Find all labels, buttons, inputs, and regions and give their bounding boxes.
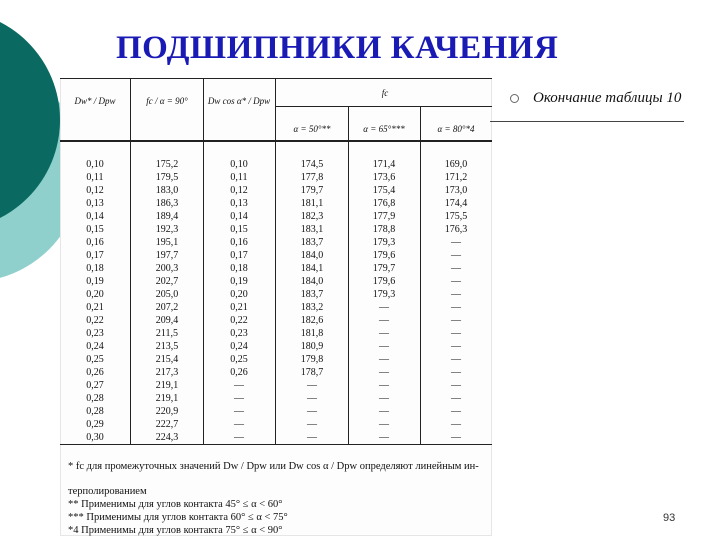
table-cell: 213,5	[155, 341, 179, 352]
table-cell: 0,25	[230, 354, 248, 365]
header-bottom-line	[60, 140, 492, 142]
table-cell: —	[451, 354, 461, 365]
side-note	[510, 90, 681, 107]
header-fc: fc	[381, 88, 389, 98]
column-fc-65	[351, 158, 417, 444]
table-cell: —	[451, 406, 461, 417]
table-cell: 0,28	[86, 393, 104, 404]
table-cell: 179,8	[300, 354, 324, 365]
table-cell: 0,25	[86, 354, 104, 365]
table-cell: —	[234, 432, 244, 443]
col-line-5	[420, 106, 421, 444]
table-cell: —	[451, 341, 461, 352]
table-cell: 183,0	[155, 185, 179, 196]
table-cell: 169,0	[444, 159, 468, 170]
table-cell: 178,7	[300, 367, 324, 378]
table-cell: 0,16	[230, 237, 248, 248]
header-c3: Dw cos α* / Dpw	[207, 96, 271, 106]
table-cell: 0,24	[230, 341, 248, 352]
table-cell: —	[379, 432, 389, 443]
table-cell: —	[451, 276, 461, 287]
header-a50: α = 50°**	[293, 124, 331, 134]
table-cell: 0,16	[86, 237, 104, 248]
table-cell: —	[234, 380, 244, 391]
table-cell: —	[451, 315, 461, 326]
table-cell: 219,1	[155, 380, 179, 391]
table-cell: 211,5	[155, 328, 179, 339]
footnote-line: *** Применимы для углов контакта 60° ≤ α < 75°	[68, 512, 288, 523]
table-cell: 181,1	[300, 198, 324, 209]
table-cell: 173,6	[372, 172, 396, 183]
table-cell: 0,29	[86, 419, 104, 430]
table-cell: —	[451, 263, 461, 274]
table-cell: —	[234, 406, 244, 417]
header-a65: α = 65°***	[363, 124, 405, 134]
table-cell: 0,11	[230, 172, 248, 183]
table-cell: 0,15	[86, 224, 104, 235]
table-cell: —	[379, 406, 389, 417]
table-cell: —	[451, 250, 461, 261]
table-cell: 184,0	[300, 250, 324, 261]
table-cell: 0,10	[230, 159, 248, 170]
column-dw-cos	[206, 158, 272, 444]
table-cell: 220,9	[155, 406, 179, 417]
col-line-2	[203, 78, 204, 444]
header-c2: fc / α = 90°	[146, 96, 188, 106]
side-note-rule	[490, 121, 684, 122]
table-cell: 183,1	[300, 224, 324, 235]
table-cell: 202,7	[155, 276, 179, 287]
table-cell: 189,4	[155, 211, 179, 222]
table-cell: 174,4	[444, 198, 468, 209]
footnote-line: *4 Применимы для углов контакта 75° ≤ α < 90°	[68, 525, 283, 536]
table-cell: 0,14	[230, 211, 248, 222]
column-fc-90	[134, 158, 200, 444]
table-cell: —	[451, 380, 461, 391]
table-cell: —	[379, 393, 389, 404]
table-cell: 0,11	[86, 172, 104, 183]
table-cell: 179,5	[155, 172, 179, 183]
table-cell: 0,19	[86, 276, 104, 287]
table-cell: 0,24	[86, 341, 104, 352]
table-cell: —	[379, 419, 389, 430]
table-cell: —	[379, 328, 389, 339]
table-cell: 183,7	[300, 237, 324, 248]
fc-header-line	[275, 106, 492, 107]
table-cell: 171,4	[372, 159, 396, 170]
table-cell: 0,17	[230, 250, 248, 261]
footnote-line: терполированием	[68, 486, 147, 497]
table-footnotes	[68, 450, 484, 537]
table-cell: —	[451, 367, 461, 378]
table-cell: 0,13	[230, 198, 248, 209]
table-cell: 0,26	[230, 367, 248, 378]
table-cell: 182,3	[300, 211, 324, 222]
column-fc-50	[279, 158, 345, 444]
table-cell: 0,12	[230, 185, 248, 196]
table-cell: 209,4	[155, 315, 179, 326]
table-cell: 173,0	[444, 185, 468, 196]
table-cell: —	[379, 354, 389, 365]
column-dw-dpw	[62, 158, 128, 444]
table-cell: —	[451, 328, 461, 339]
table-cell: 0,20	[230, 289, 248, 300]
table-cell: 217,3	[155, 367, 179, 378]
table-cell: 0,23	[230, 328, 248, 339]
table-cell: 197,7	[155, 250, 179, 261]
table-cell: 175,5	[444, 211, 468, 222]
table-cell: 0,21	[230, 302, 248, 313]
table-cell: 222,7	[155, 419, 179, 430]
table-cell: —	[451, 432, 461, 443]
table-cell: 0,30	[86, 432, 104, 443]
table-cell: 0,12	[86, 185, 104, 196]
table-cell: 0,28	[86, 406, 104, 417]
notes-top-line	[60, 444, 492, 445]
slide-title: ПОДШИПНИКИ КАЧЕНИЯ	[116, 30, 559, 66]
bullet-icon	[510, 94, 519, 103]
column-fc-80	[423, 158, 489, 444]
table-cell: 0,23	[86, 328, 104, 339]
table-cell: 184,1	[300, 263, 324, 274]
table-cell: —	[307, 432, 317, 443]
table-cell: 182,6	[300, 315, 324, 326]
table-cell: 180,9	[300, 341, 324, 352]
table-cell: —	[307, 380, 317, 391]
table-cell: 171,2	[444, 172, 468, 183]
table-cell: 0,18	[230, 263, 248, 274]
table-cell: —	[379, 367, 389, 378]
table-cell: 0,17	[86, 250, 104, 261]
col-line-1	[130, 78, 131, 444]
table-cell: 0,13	[86, 198, 104, 209]
scanned-table	[60, 78, 492, 536]
table-cell: —	[307, 419, 317, 430]
table-top-line	[60, 78, 492, 79]
col-line-4	[348, 106, 349, 444]
page-number: 93	[663, 512, 676, 524]
table-cell: —	[379, 302, 389, 313]
table-cell: 179,7	[300, 185, 324, 196]
table-cell: 178,8	[372, 224, 396, 235]
table-cell: 186,3	[155, 198, 179, 209]
table-cell: —	[379, 341, 389, 352]
table-cell: —	[379, 315, 389, 326]
table-cell: 0,22	[86, 315, 104, 326]
header-c1: Dw* / Dpw	[74, 96, 116, 106]
side-note-text: Окончание таблицы 10	[533, 90, 682, 106]
footnote-line: ** Применимы для углов контакта 45° ≤ α < 60°	[68, 499, 283, 510]
table-cell: 0,10	[86, 159, 104, 170]
table-cell: 179,3	[372, 237, 396, 248]
table-cell: 0,26	[86, 367, 104, 378]
table-cell: 175,2	[155, 159, 179, 170]
table-cell: 183,7	[300, 289, 324, 300]
table-cell: 219,1	[155, 393, 179, 404]
table-cell: —	[451, 302, 461, 313]
table-cell: —	[307, 406, 317, 417]
table-cell: —	[307, 393, 317, 404]
table-cell: 224,3	[155, 432, 179, 443]
table-cell: —	[451, 289, 461, 300]
table-cell: 205,0	[155, 289, 179, 300]
table-cell: 192,3	[155, 224, 179, 235]
table-cell: 181,8	[300, 328, 324, 339]
table-cell: —	[451, 419, 461, 430]
table-cell: 0,18	[86, 263, 104, 274]
table-cell: 174,5	[300, 159, 324, 170]
table-cell: 179,6	[372, 250, 396, 261]
footnote-line: * fc для промежуточных значений Dw / Dpw или Dw cos α / Dpw определяют линейным ин-	[68, 461, 479, 472]
table-cell: 177,9	[372, 211, 396, 222]
table-cell: 183,2	[300, 302, 324, 313]
table-cell: 200,3	[155, 263, 179, 274]
table-cell: —	[451, 237, 461, 248]
table-cell: 179,3	[372, 289, 396, 300]
table-cell: 179,7	[372, 263, 396, 274]
table-cell: 0,22	[230, 315, 248, 326]
table-cell: —	[234, 393, 244, 404]
table-cell: 175,4	[372, 185, 396, 196]
table-cell: 195,1	[155, 237, 179, 248]
table-cell: 0,19	[230, 276, 248, 287]
table-cell: 176,8	[372, 198, 396, 209]
table-cell: 0,27	[86, 380, 104, 391]
table-cell: —	[451, 393, 461, 404]
table-cell: 0,14	[86, 211, 104, 222]
table-cell: 0,15	[230, 224, 248, 235]
table-cell: 207,2	[155, 302, 179, 313]
table-cell: 0,20	[86, 289, 104, 300]
table-cell: 179,6	[372, 276, 396, 287]
table-cell: 184,0	[300, 276, 324, 287]
table-cell: —	[234, 419, 244, 430]
table-cell: 0,21	[86, 302, 104, 313]
header-a80: α = 80°*4	[437, 124, 475, 134]
table-cell: —	[379, 380, 389, 391]
table-cell: 215,4	[155, 354, 179, 365]
table-cell: 177,8	[300, 172, 324, 183]
col-line-3	[275, 78, 276, 444]
table-cell: 176,3	[444, 224, 468, 235]
